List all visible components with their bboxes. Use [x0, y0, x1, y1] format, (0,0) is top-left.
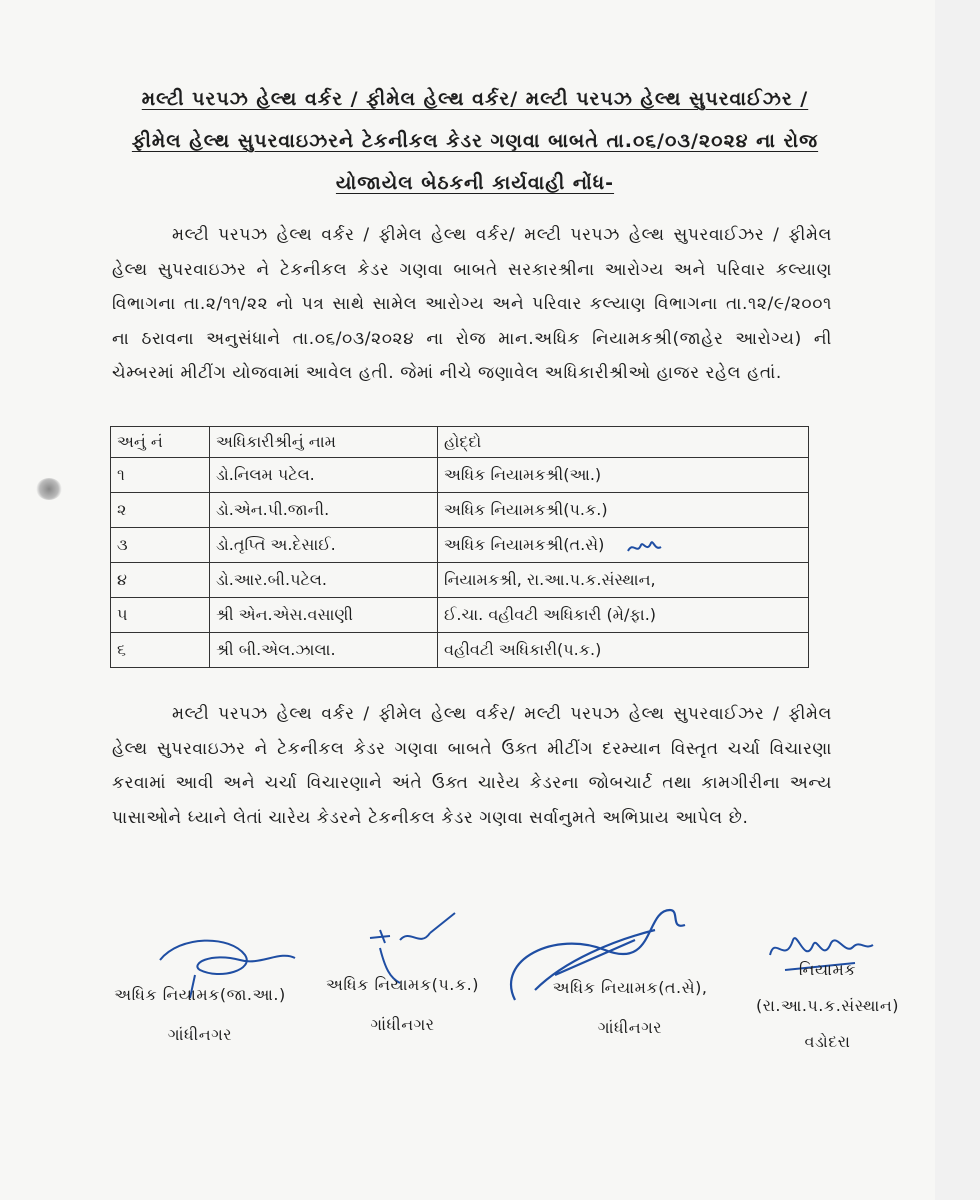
resolution-paragraph: મલ્ટી પરપઝ હેલ્થ વર્કર / ફીમેલ હેલ્થ વર્કર/ મલ્ટી પરપઝ હેલ્થ સુપરવાઈઝર / ફીમેલ હેલ્થ સુપરવાઇઝર ને ટેકનીકલ કેડર ગણવા બાબતે ઉક્ત મીટીંગ દરમ્યાન વિસ્તૃત ચર્ચા વિચારણા કરવામાં આવી અને ચર્ચા વિચારણાને અંતે ઉક્ત ચારેય કેડરના જોબચાર્ટ તથા કામગીરીના અન્ય પાસાઓને ધ્યાને લેતાં ચારેય કેડરને ટેકનીકલ કેડર ગણવા સર્વાનુમતે અભિપ્રાય આપેલ છે. [112, 704, 832, 828]
row-name: ડો.તૃપ્તિ અ.દેસાઈ. [210, 528, 438, 563]
signatory-title: અધિક નિયામક(ત.સે), [552, 978, 708, 997]
row-designation: વહીવટી અધિકારી(પ.ક.) [438, 633, 809, 668]
signatory-title: નિયામક [798, 960, 857, 979]
punch-hole-mark [36, 478, 62, 500]
signatory-1 [105, 975, 295, 1055]
row-designation: ઈ.ચા. વહીવટી અધિકારી (મે/ફા.) [438, 598, 809, 633]
table-row [111, 493, 809, 528]
signatory-4 [735, 952, 920, 1060]
scan-margin-strip [935, 0, 980, 1200]
title-line-1: મલ્ટી પરપઝ હેલ્થ વર્કર / ફીમેલ હેલ્થ વર્કર/ મલ્ટી પરપઝ હેલ્થ સુપરવાઈઝર / [141, 88, 809, 110]
row-name: શ્રી બી.એલ.ઝાલા. [210, 633, 438, 668]
signatory-place: ગાંધીનગર [167, 1025, 233, 1044]
signatory-title: અધિક નિયામક(પ.ક.) [326, 975, 479, 994]
header-serial-no: અનું નં [111, 427, 210, 458]
table-row [111, 458, 809, 493]
signatory-place: ગાંધીનગર [597, 1018, 663, 1037]
row-serial: ૫ [111, 598, 210, 633]
table-header-row [111, 427, 809, 458]
signatory-place: વડોદરા [804, 1032, 851, 1051]
row-designation: અધિક નિયામકશ્રી(આ.) [438, 458, 809, 493]
row-designation: અધિક નિયામકશ્રી(ત.સે) [438, 528, 809, 563]
attendees-table [110, 426, 809, 668]
row-name: ડો.આર.બી.પટેલ. [210, 563, 438, 598]
row-name: ડો.નિલમ પટેલ. [210, 458, 438, 493]
header-officer-name: અધિકારીશ્રીનું નામ [210, 427, 438, 458]
signatory-subtitle: (રા.આ.પ.ક.સંસ્થાન) [755, 996, 900, 1015]
row-designation: અધિક નિયામકશ્રી(પ.ક.) [438, 493, 809, 528]
header-designation: હોદ્દો [438, 427, 809, 458]
row-serial: ૩ [111, 528, 210, 563]
document-title [80, 78, 870, 204]
row-serial: ૪ [111, 563, 210, 598]
row-name: શ્રી એન.એસ.વસાણી [210, 598, 438, 633]
row-designation: નિયામકશ્રી, રા.આ.પ.ક.સંસ્થાન, [438, 563, 809, 598]
row-serial: ૬ [111, 633, 210, 668]
signatory-2 [315, 965, 490, 1045]
intro-paragraph: મલ્ટી પરપઝ હેલ્થ વર્કર / ફીમેલ હેલ્થ વર્કર/ મલ્ટી પરપઝ હેલ્થ સુપરવાઈઝર / ફીમેલ હેલ્થ સુપરવાઇઝર ને ટેકનીકલ કેડર ગણવા બાબતે સરકારશ્રીના આરોગ્ય અને પરિવાર કલ્યાણ વિભાગના તા.૨/૧૧/૨૨ નો પત્ર સાથે સામેલ આરોગ્ય અને પરિવાર કલ્યાણ વિભાગના તા.૧૨/૯/૨૦૦૧ ના ઠરાવના અનુસંધાને તા.૦૬/૦૩/૨૦૨૪ ના રોજ માન.અધિક નિયામકશ્રી(જાહેર આરોગ્ય) ની ચેમ્બરમાં મીટીંગ યોજવામાં આવેલ હતી. જેમાં નીચે જણાવેલ અધિકારીશ્રીઓ હાજર રહેલ હતાં. [112, 225, 832, 383]
row-name: ડો.એન.પી.જાની. [210, 493, 438, 528]
signatory-3 [535, 968, 725, 1048]
table-row [111, 598, 809, 633]
row-serial: ૧ [111, 458, 210, 493]
row-serial: ૨ [111, 493, 210, 528]
table-row [111, 563, 809, 598]
title-line-3: યોજાયેલ બેઠકની કાર્યવાહી નોંધ- [335, 172, 615, 194]
title-line-2: ફીમેલ હેલ્થ સુપરવાઇઝરને ટેકનીકલ કેડર ગણવા બાબતે તા.૦૬/૦૩/૨૦૨૪ ના રોજ [131, 130, 819, 152]
initial-mark-icon [625, 535, 665, 559]
table-row [111, 528, 809, 563]
table-row [111, 633, 809, 668]
signatory-place: ગાંધીનગર [370, 1015, 435, 1034]
signatory-title: અધિક નિયામક(જા.આ.) [114, 985, 286, 1004]
